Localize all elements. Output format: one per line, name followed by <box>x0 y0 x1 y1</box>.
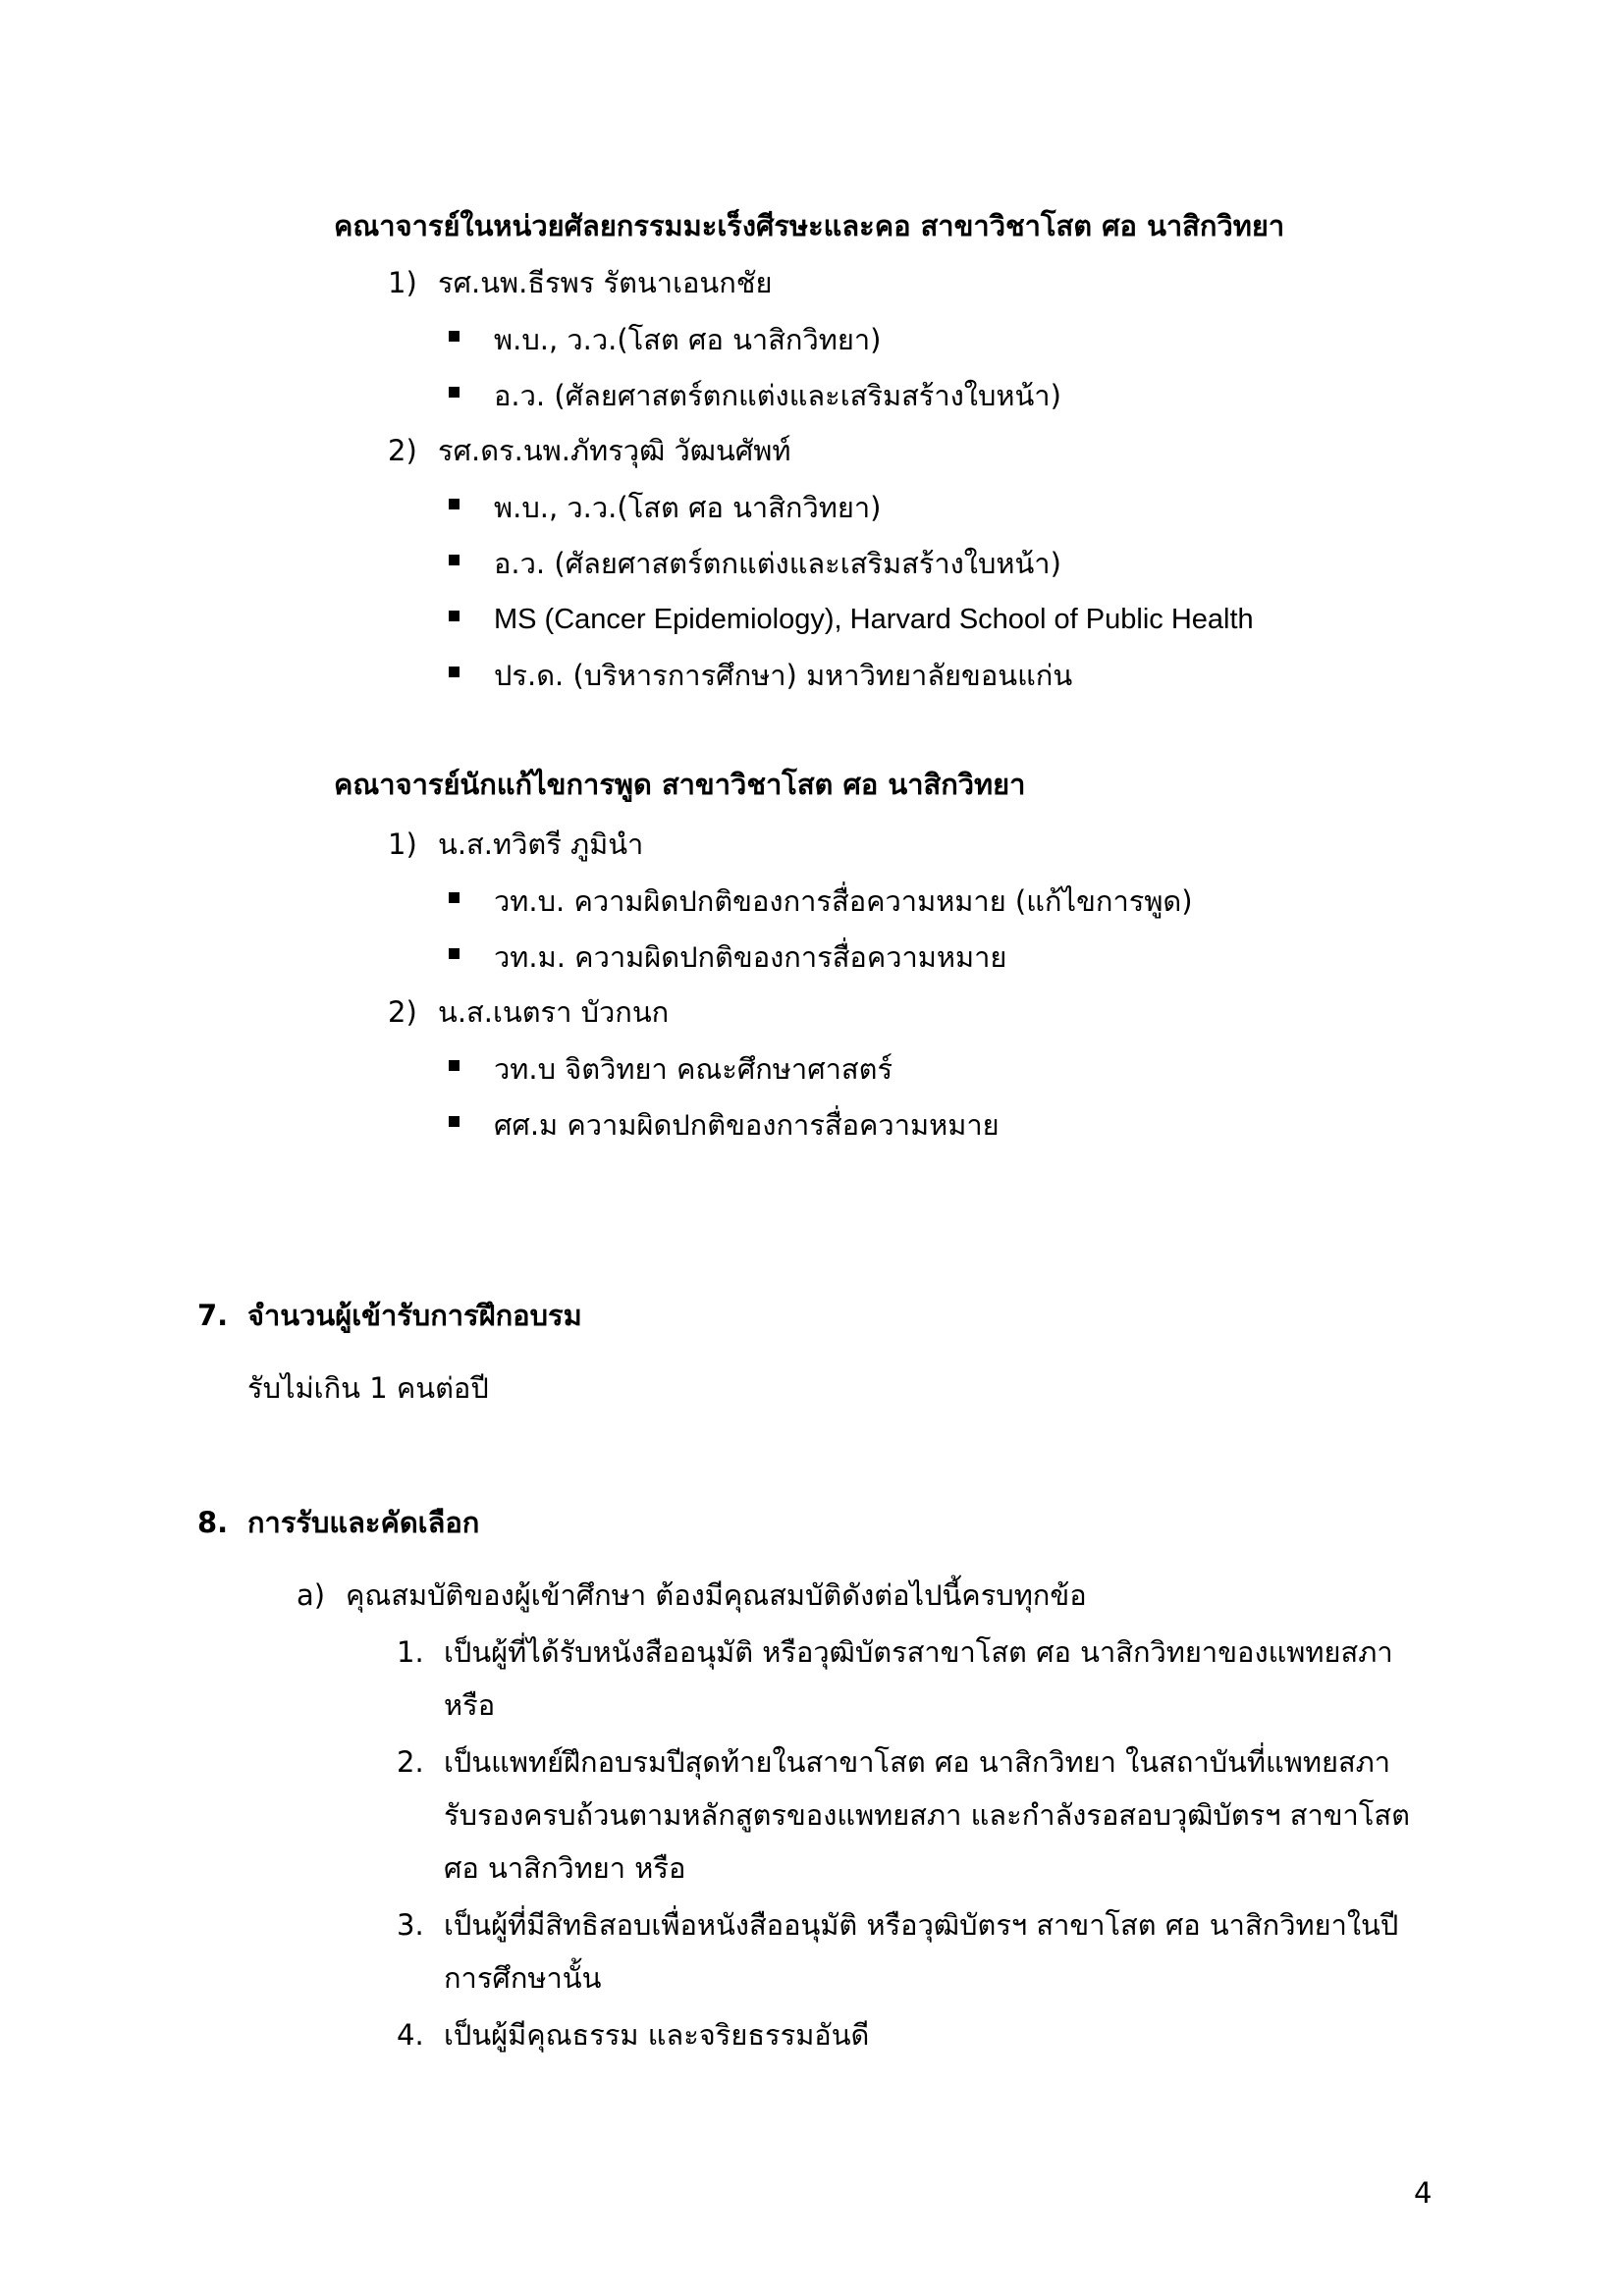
person-name: น.ส.ทวิตรี ภูมินำ <box>438 828 644 861</box>
criteria-number: 2. <box>397 1745 424 1779</box>
criteria-line: หรือ <box>444 1688 496 1722</box>
section-7-title: จำนวนผู้เข้ารับการฝึกอบรม <box>247 1299 582 1332</box>
bullet-icon <box>449 1060 460 1071</box>
person-number: 2) <box>388 995 417 1029</box>
section-7-number: 7. <box>197 1299 229 1332</box>
person-name: น.ส.เนตรา บัวกนก <box>438 995 670 1029</box>
criteria-number: 4. <box>397 2018 424 2052</box>
qualification-item: อ.ว. (ศัลยศาสตร์ตกแต่งและเสริมสร้างใบหน้า) <box>494 379 1061 412</box>
qualification-item: ปร.ด. (บริหารการศึกษา) มหาวิทยาลัยขอนแก่น <box>494 659 1073 692</box>
criteria-line: ศอ นาสิกวิทยา หรือ <box>444 1851 686 1885</box>
section-8-title: การรับและคัดเลือก <box>247 1506 480 1539</box>
criteria-line: เป็นผู้ที่มีสิทธิสอบเพื่อหนังสืออนุมัติ หรือวุฒิบัตรฯ สาขาโสต ศอ นาสิกวิทยาในปี <box>444 1908 1399 1942</box>
person-number: 1) <box>388 828 417 861</box>
section-heading-speech: คณาจารย์นักแก้ไขการพูด สาขาวิชาโสต ศอ นาสิกวิทยา <box>334 768 1026 801</box>
bullet-icon <box>449 667 460 677</box>
criteria-line: รับรองครบถ้วนตามหลักสูตรของแพทยสภา และกำลังรอสอบวุฒิบัตรฯ สาขาโสต <box>444 1798 1410 1832</box>
person-name: รศ.ดร.นพ.ภัทรวุฒิ วัฒนศัพท์ <box>438 434 791 467</box>
bullet-icon <box>449 499 460 509</box>
section-8-number: 8. <box>197 1506 229 1539</box>
person-name: รศ.นพ.ธีรพร รัตนาเอนกชัย <box>438 266 773 299</box>
criteria-line: การศึกษานั้น <box>444 1961 602 1995</box>
criteria-number: 3. <box>397 1908 424 1942</box>
criteria-line: เป็นผู้มีคุณธรรม และจริยธรรมอันดี <box>444 2018 870 2052</box>
bullet-icon <box>449 948 460 959</box>
qualification-item: ศศ.ม ความผิดปกติของการสื่อความหมาย <box>494 1108 1000 1142</box>
qualification-item: วท.บ. ความผิดปกติของการสื่อความหมาย (แก้ไขการพูด) <box>494 884 1193 918</box>
bullet-icon <box>449 555 460 565</box>
qualification-item: MS (Cancer Epidemiology), Harvard School of Public Health <box>494 604 1254 635</box>
criteria-line: เป็นผู้ที่ได้รับหนังสืออนุมัติ หรือวุฒิบัตรสาขาโสต ศอ นาสิกวิทยาของแพทยสภา <box>444 1635 1393 1669</box>
person-number: 2) <box>388 434 417 467</box>
bullet-icon <box>449 331 460 342</box>
qualification-item: พ.บ., ว.ว.(โสต ศอ นาสิกวิทยา) <box>494 323 882 356</box>
bullet-icon <box>449 1116 460 1127</box>
criteria-line: เป็นแพทย์ฝึกอบรมปีสุดท้ายในสาขาโสต ศอ นาสิกวิทยา ในสถาบันที่แพทยสภา <box>444 1745 1391 1779</box>
page-number: 4 <box>1414 2176 1433 2210</box>
qualification-item: วท.ม. ความผิดปกติของการสื่อความหมาย <box>494 940 1007 974</box>
person-number: 1) <box>388 266 417 299</box>
criteria-number: 1. <box>397 1635 424 1669</box>
bullet-icon <box>449 611 460 621</box>
bullet-icon <box>449 387 460 398</box>
section-heading-surgery: คณาจารย์ในหน่วยศัลยกรรมมะเร็งศีรษะและคอ สาขาวิชาโสต ศอ นาสิกวิทยา <box>334 209 1285 242</box>
sub-item-label: a) <box>297 1578 326 1612</box>
qualification-item: อ.ว. (ศัลยศาสตร์ตกแต่งและเสริมสร้างใบหน้า) <box>494 547 1061 580</box>
qualification-item: พ.บ., ว.ว.(โสต ศอ นาสิกวิทยา) <box>494 491 882 524</box>
bullet-icon <box>449 892 460 903</box>
qualification-item: วท.บ จิตวิทยา คณะศึกษาศาสตร์ <box>494 1052 893 1086</box>
section-7-body: รับไม่เกิน 1 คนต่อปี <box>247 1371 489 1405</box>
sub-item-text: คุณสมบัติของผู้เข้าศึกษา ต้องมีคุณสมบัติดังต่อไปนี้ครบทุกข้อ <box>346 1578 1087 1612</box>
